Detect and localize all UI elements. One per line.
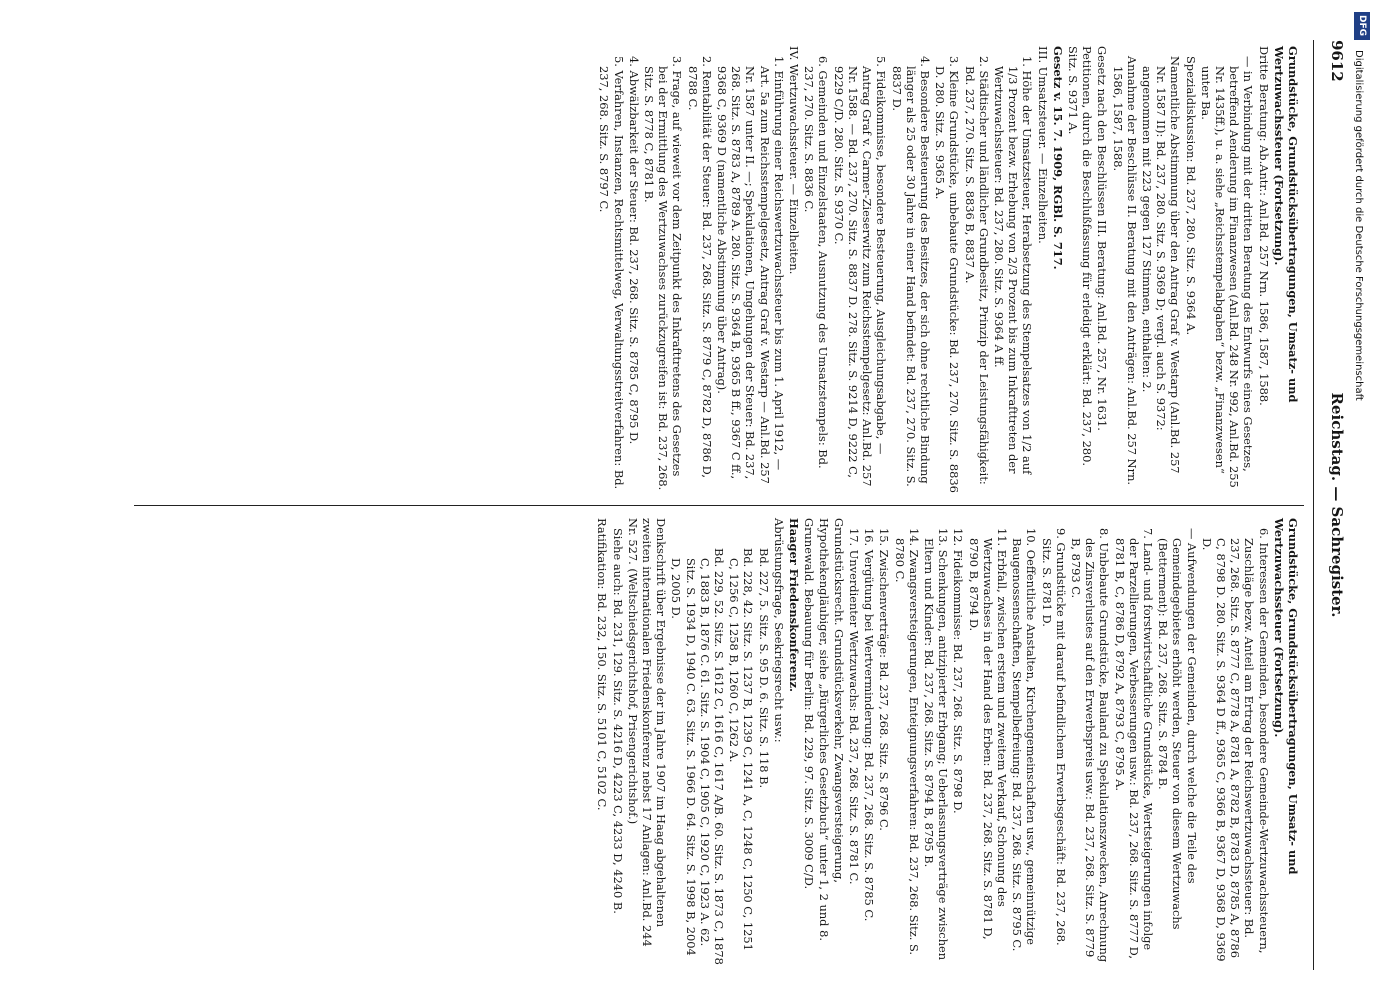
index-entry: Dritte Beratung: Ab.Antr.: Anl.Bd. 257 Nrn. 1586, 1587, 1588. (1256, 46, 1271, 406)
index-entry: Bd. 227, 5. Sitz. S. 95 D. 6. Sitz. S. 118 B. (756, 548, 771, 789)
page-number: 9612 (1328, 40, 1346, 82)
index-entry: Annahme der Beschlüsse II. Beratung mit den Anträgen: Anl.Bd. 257 Nrn. 1586, 1587, 1588. (1110, 56, 1139, 486)
right-column (594, 518, 1300, 966)
digitization-credit: Digitalisierung gefördert durch die Deutsche Forschungsgemeinschaft (1353, 50, 1364, 401)
index-entry: Grundstücke, Grundstücksübertragungen, Umsatz- und Wertzuwachssteuer (Fortsetzung). (1271, 518, 1300, 875)
column-divider (134, 505, 1304, 506)
index-entry: 12. Fideikommisse: Bd. 237, 268. Sitz. S. 8798 D. (951, 528, 966, 814)
index-entry: 3. Frage, auf wieweit vor dem Zeitpunkt des Inkrafttretens des Gesetzes bei der Ermittlung des Wertzuwachses zurückzugreifen ist: Bd. 237, 268. Sitz. S. 8778 C, 8781 B. (642, 56, 685, 491)
index-entry: — Aufwendungen der Gemeinden, durch welche die Teile des Gemeindegebietes erhöht werden, Steuer von diesem Wertzuwachs (Betterment): Bd. 237, 268. Sitz. S. 8784 B. (1156, 528, 1199, 930)
index-entry: Grundstücksrecht. Grundstücksverkehr, Zwangsversteigerung, Hypothekengläubiger, siehe „Bürgerliches Gesetzbuch“ unter 1, 2 und 8. (817, 518, 846, 941)
index-entry: 3. Kleine Grundstücke, unbebaute Grundstücke: Bd. 237, 270. Sitz. S. 8836 D. 280. Sitz. S. 9365 A. (933, 56, 962, 493)
left-column (596, 46, 1300, 494)
index-entry: Namentliche Abstimmung über den Antrag Graf v. Westarp (Anl.Bd. 257 Nr. 1587 II): Bd. 237, 280. Sitz. S. 9369 D; vergl. auch S. 9372: angenommen mit 223 gegen 127 Stimmen, enthalten: 2. (1139, 56, 1183, 474)
index-entry: 8. Unbebaute Grundstücke, Bauland zu Spekulationszwecken, Anrechnung des Zinsverlustes auf den Erwerbspreis usw.: Bd. 237, 268. Sitz. S. 8779 B, 8793 C. (1068, 528, 1112, 963)
index-entry: Spezialdiskussion: Bd. 237, 280. Sitz. S. 9364 A. (1183, 56, 1198, 336)
index-entry: 6. Interessen der Gemeinden, besondere Gemeinde-Wertzuwachssteuern, Zuschläge bezw. Anteil am Ertrag der Reichswertzuwachssteuer: Bd. 237, 268. Sitz. S. 8777 C, 8778 A, 8781 A, 8782 B, 8783 D, 8785 A, 8786 C, 8798 D. 280. Sitz. S. 9364 D ff., 9365 C, 9366 B, 9367 D, 9368 D, 9369 D. (1199, 528, 1271, 962)
index-entry: Siehe auch: Bd. 231, 129. Sitz. S. 4216 D, 4223 C, 4233 D, 4240 B. (610, 528, 625, 914)
index-entry: 11. Erbfall, zwischen erstem und zweitem Verkauf, Schonung des Wertzuwachses in der Hand des Erben: Bd. 237, 268. Sitz. S. 8781 D, 8790 B, 8794 D. (966, 528, 1009, 940)
index-entry: 14. Zwangsversteigerungen, Enteignungsverfahren: Bd. 237, 268. Sitz. S. 8780 C. (892, 528, 921, 955)
index-entry: 7. Land- und forstwirtschaftliche Grundstücke, Wertsteigerungen infolge der Parzellierungen, Verbesserungen usw.: Bd. 237, 268. Sitz. S. 8777 D, 8781 B, C, 8786 D, 8792 A, 8793 C, 8795 A. (1112, 528, 1155, 959)
index-entry: 5. Fideikommisse, besondere Besteuerung, Ausgleichungsabgabe, — Antrag Graf v. Carmer-Zieserwitz zum Reichsstempelgesetz: Anl.Bd. 257 Nr. 1588. — Bd. 237, 270. Sitz. S. 8837 D. 278. Sitz. S. 9214 D, 9222 C, 9229 C/D. 280. Sitz. S. 9370 C. (831, 56, 889, 487)
running-title: Reichstag. — Sachregister. (1328, 392, 1346, 618)
index-entry: Abrüstungsfrage, Seekriegsrecht usw.: (771, 518, 786, 743)
index-entry: 4. Abwälzbarkeit der Steuer: Bd. 237, 268. Sitz. S. 8785 C, 8795 D. (626, 56, 641, 445)
index-entry: 13. Schenkungen, antizipierter Erbgang; Ueberlassungsverträge zwischen Eltern und Kinder: Bd. 237, 268. Sitz. S. 8794 B, 8795 B. (921, 528, 951, 961)
index-entry: IV. Wertzuwachssteuer. — Einzelheiten. (787, 46, 802, 275)
rotated-page-content (130, 40, 1360, 970)
dfg-logo: DFG (1354, 12, 1370, 40)
index-entry: 5. Verfahren, Instanzen, Rechtsmittelweg, Verwaltungsstreitverfahren: Bd. 237, 268. Sitz. S. 8797 C. (597, 56, 626, 490)
index-entry: Grundstücke, Grundstücksübertragungen, Umsatz- und Wertzuwachssteuer (Fortsetzung). (1271, 46, 1300, 403)
index-entry: Bd. 228, 42. Sitz. S. 1237 B, 1239 C, 1241 A, C, 1248 C, 1250 C, 1251 C, 1256 C, 1258 B, 1260 C, 1262 A. (727, 548, 756, 951)
index-entry: 2. Rentabilität der Steuer: Bd. 237, 268. Sitz. S. 8779 C, 8782 D, 8786 D, 8788 C. (685, 56, 714, 478)
index-entry: III. Umsatzsteuer. — Einzelheiten. (1035, 46, 1050, 244)
index-entry: Haager Friedenskonferenz. (787, 518, 802, 692)
index-entry: Petitionen, durch die Beschlußfassung für erledigt erklärt: Bd. 237, 280. Sitz. S. 9371 A. (1065, 46, 1095, 466)
index-entry: 10. Oeffentliche Anstalten, Kirchengemeinschaften usw., gemeinnützige Baugenossenschaften, Stempelbefreiung: Bd. 237, 268. Sitz. S. 8795 C. (1010, 528, 1039, 952)
index-entry: Grunewald. Bebauung für Berlin: Bd. 229, 97. Sitz. S. 3009 C/D. (802, 518, 817, 890)
index-entry: 2. Städtischer und ländlicher Grundbesitz, Prinzip der Leistungsfähigkeit: Bd. 237, 270. Sitz. S. 8836 B, 8837 A. (962, 56, 991, 485)
index-entry: 15. Zwischenverträge: Bd. 237, 268. Sitz. S. 8796 C. (877, 528, 892, 831)
index-entry: 4. Besondere Besteuerung des Besitzes, der sich ohne rechtliche Bindung länger als 25 oder 30 Jahre in einer Hand befindet: Bd. 237, 270. Sitz. S. 8837 D. (889, 56, 932, 487)
index-entry: 16. Vergütung bei Wertverminderung: Bd. 237, 268. Sitz. S. 8785 C. (862, 528, 877, 922)
index-entry: Gesetz v. 15. 7. 1909, RGBl. S. 717. (1050, 46, 1065, 270)
header-rule (1313, 40, 1314, 970)
index-entry: — in Verbindung mit der dritten Beratung des Entwurfs eines Gesetzes, betreffend Aenderung im Finanzwesen (Anl.Bd. 248 Nr. 992, Anl.Bd. 255 Nr. 1435ff.), u. a. siehe „Reichsstempelabgaben“ bezw. „Finanzwesen“ unter Ba. (1198, 56, 1256, 488)
index-entry: 9. Grundstücke mit darauf befindlichem Erwerbsgeschäft: Bd. 237, 268. Sitz. S. 8781 D. (1039, 528, 1068, 946)
digitization-stamp (1352, 6, 1374, 994)
index-entry: 6. Gemeinden und Einzelstaaten, Ausnutzung des Umsatzstempels: Bd. 237, 270. Sitz. S. 8836 C. (802, 56, 831, 469)
index-entry: 1. Höhe der Umsatzsteuer, Herabsetzung des Stempelsatzes von 1/2 auf 1/3 Prozent bezw. Erhebung von 2/3 Prozent bis zum Inkrafttreten der Wertzuwachssteuer: Bd. 237, 280. Sitz. S. 9364 A ff. (991, 56, 1035, 475)
index-entry: 17. Unverdienter Wertzuwachs: Bd. 237, 268. Sitz. S. 8781 C. (846, 528, 861, 885)
index-entry: Gesetz nach den Beschlüssen III. Beratung: Anl.Bd. 257, Nr. 1631. (1095, 46, 1110, 431)
index-entry: Denkschrift über Ergebnisse der im Jahre 1907 im Haag abgehaltenen zweiten internationalen Friedenskonferenz nebst 17 Anlagen: Anl.Bd. 244 Nr. 527. (Weltschiedsgerichtshof, Prisengerichtshof.) (625, 518, 669, 947)
index-entry: 1. Einführung einer Reichswertzuwachssteuer bis zum 1. April 1912, — Art. 5a zum Reichsstempelgesetz, Antrag Graf v. Westarp — Anl.Bd. 257 Nr. 1587 unter II. —; Spekulationen, Umgehungen der Steuer: Bd. 237, 268. Sitz. S. 8783 A, 8789 A. 280. Sitz. S. 9364 B, 9365 B ff., 9367 C ff., 9368 C, 9369 D (namentliche Abstimmung über Antrag). (715, 56, 786, 484)
index-entry: Ratifikation: Bd. 232, 150. Sitz. S. 5101 C, 5102 C. (595, 518, 610, 811)
index-entry: Bd. 229, 52. Sitz. S. 1612 C, 1616 C, 1617 A/B. 60. Sitz. S. 1873 C, 1878 C, 1883 B, 1876 C. 61. Sitz. S. 1904 C, 1905 C, 1920 C, 1923 A. 62. Sitz. S. 1934 D, 1940 C. 63. Sitz. S. 1966 D. 64. Sitz. S. 1998 B, 2004 D, 2005 D. (669, 548, 727, 965)
